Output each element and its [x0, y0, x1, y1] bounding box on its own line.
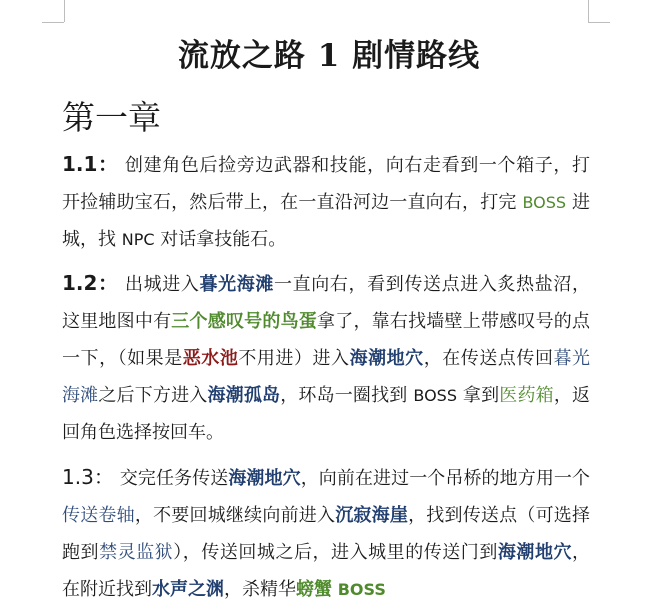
highlighted-term: 禁灵监狱	[99, 542, 174, 563]
paragraph-text: 之后下方进入	[98, 385, 208, 406]
section-number: 1.3：	[62, 465, 114, 489]
highlighted-term: BOSS	[522, 193, 567, 212]
paragraph-text: ，环岛一圈找到	[280, 385, 414, 406]
paragraph-text: 对话拿技能石。	[154, 229, 287, 250]
highlighted-term: BOSS	[413, 386, 457, 405]
paragraph-text: 不用进）进入	[238, 348, 350, 369]
paragraph-text: 一直向右，看到传送点进入炙热盐沼，这里地图中有	[62, 274, 591, 332]
section-paragraph	[62, 265, 590, 451]
section-number: 1.2：	[62, 271, 119, 295]
paragraph-text: ，不要回城继续向前进入	[134, 505, 336, 526]
document-title: 流放之路 1 剧情路线	[177, 38, 481, 74]
highlighted-term: 三个感叹号的鸟蛋	[171, 311, 318, 332]
highlighted-term: 海潮孤岛	[207, 385, 281, 406]
highlighted-term: 海潮地穴	[228, 468, 301, 489]
highlighted-term: 恶水池	[182, 348, 239, 369]
paragraph-text: ，在附近找到	[62, 542, 591, 600]
section-number: 1.1：	[62, 152, 119, 176]
paragraph-text: ，杀精华	[224, 579, 296, 600]
paragraph-text: ，返回角色选择按回车。	[62, 385, 591, 443]
paragraph-text: 拿到	[457, 385, 500, 406]
paragraph-text: 进城，找	[62, 192, 590, 250]
paragraph-text: 出城进入	[125, 274, 200, 295]
paragraph-text: 拿了，靠右找墙壁上带感叹号的点一下，（如果是	[62, 311, 591, 369]
crop-mark-top-right	[588, 22, 610, 23]
highlighted-term: 水声之渊	[152, 579, 224, 600]
highlighted-term: 暮光海滩	[62, 348, 591, 406]
section-paragraph	[62, 146, 590, 258]
paragraph-text: ，向前在进过一个吊桥的地方用一个	[300, 468, 591, 489]
crop-mark-top-right	[588, 0, 589, 22]
paragraph-text: 创建角色后捡旁边武器和技能，向右走看到一个箱子，打开捡辅助宝石，然后带上，在一直沿河边一直向右，打完	[62, 155, 591, 213]
highlighted-term: 沉寂海崖	[335, 505, 409, 526]
crop-mark-top-left	[64, 0, 65, 22]
highlighted-term: 螃蟹	[296, 579, 332, 600]
highlighted-term: 传送卷轴	[62, 505, 135, 526]
highlighted-term: 医药箱	[499, 385, 554, 406]
highlighted-term: BOSS	[337, 580, 386, 599]
highlighted-term: NPC	[121, 230, 155, 249]
paragraph-text: ），传送回城之后，进入城里的传送门到	[173, 542, 498, 563]
highlighted-term: 海潮地穴	[497, 542, 573, 563]
highlighted-term: 暮光海滩	[199, 274, 275, 295]
paragraph-text: ，找到传送点（可选择跑到	[62, 505, 591, 563]
chapter-heading: 第一章	[62, 98, 161, 137]
section-paragraph	[62, 459, 590, 608]
crop-mark-top-left	[42, 22, 64, 23]
paragraph-text: 交完任务传送	[119, 468, 229, 489]
highlighted-term: 海潮地穴	[349, 348, 424, 369]
paragraph-text: ，在传送点传回	[423, 348, 554, 369]
